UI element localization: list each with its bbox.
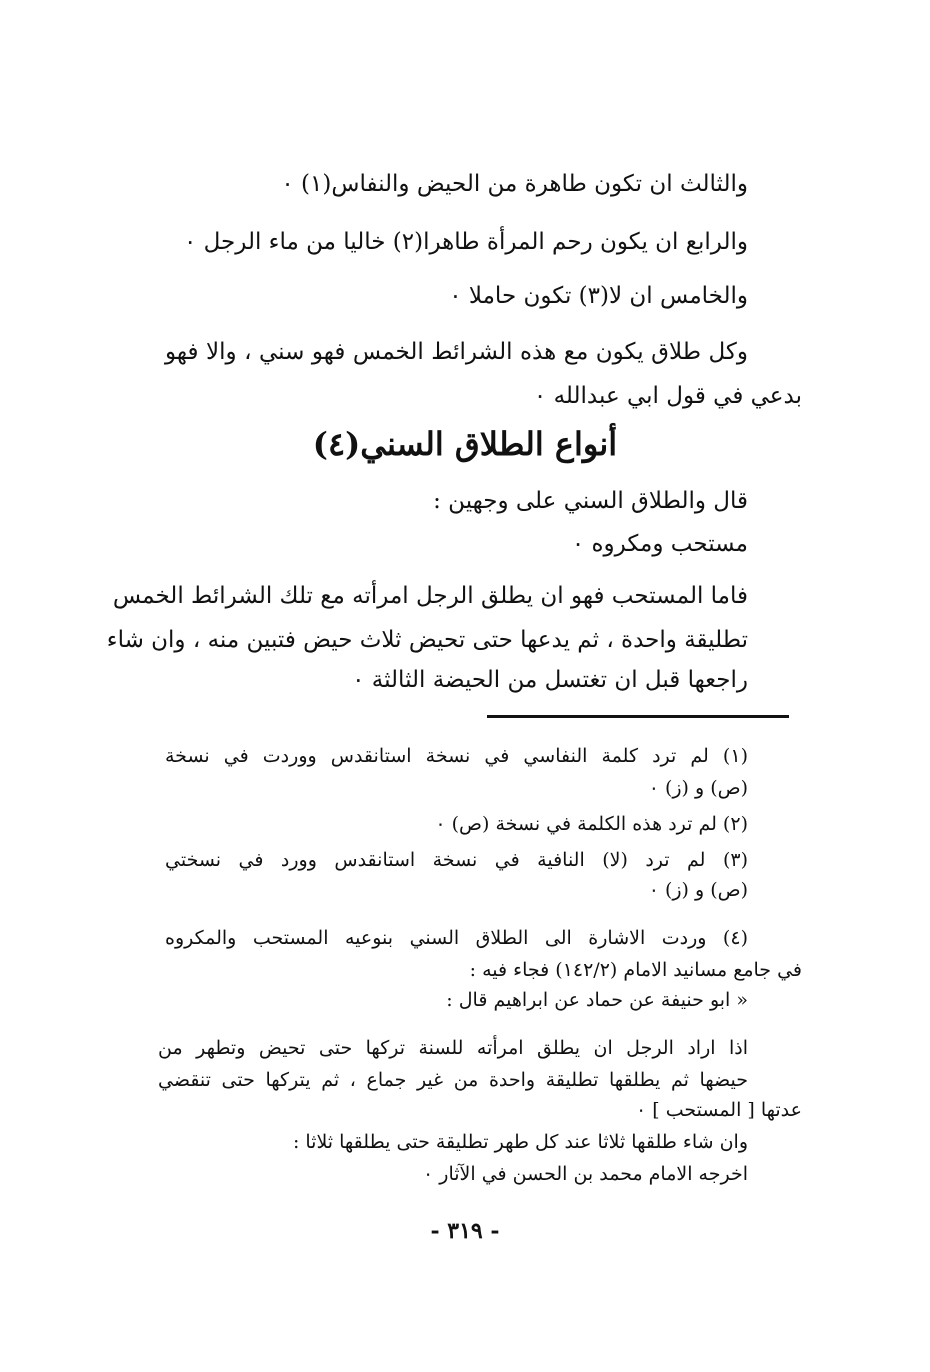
section-line-2: مستحب ومكروه ٠ xyxy=(571,531,748,557)
footnote-line-5: (ص) و (ز) ٠ xyxy=(648,879,748,901)
footnote-line-1: (١) لم ترد كلمة النفاسي في نسخة استانقدس ووردت في نسخة xyxy=(165,745,748,767)
footnote-line-8: « ابو حنيفة عن حماد عن ابراهيم قال : xyxy=(446,989,748,1011)
body-line-4: وكل طلاق يكون مع هذه الشرائط الخمس فهو سني ، والا فهو xyxy=(165,339,748,365)
footnote-line-10: حيضها ثم يطلقها تطليقة واحدة من غير جماع ، ثم يتركها حتى تنقضي xyxy=(158,1069,748,1091)
body-line-1: والثالث ان تكون طاهرة من الحيض والنفاس(١) ٠ xyxy=(281,171,748,197)
section-line-1: قال والطلاق السني على وجهين : xyxy=(433,488,748,514)
footnote-line-7: في جامع مسانيد الامام (١٤٢/٢) فجاء فيه : xyxy=(469,959,802,981)
footnote-line-2: (ص) و (ز) ٠ xyxy=(648,777,748,799)
section-line-5: راجعها قبل ان تغتسل من الحيضة الثالثة ٠ xyxy=(352,667,748,693)
body-line-5: بدعي في قول ابي عبدالله ٠ xyxy=(533,383,802,409)
footnote-line-11: عدتها [ المستحب ] ٠ xyxy=(635,1099,802,1121)
footnote-line-6: (٤) وردت الاشارة الى الطلاق السني بنوعيه المستحب والمكروه xyxy=(165,927,748,949)
footnote-line-4: (٣) لم ترد (لا) النافية في نسخة استانقدس وورد في نسختي xyxy=(165,849,748,871)
footnote-divider xyxy=(487,715,789,718)
footnote-line-9: اذا اراد الرجل ان يطلق امرأته للسنة تركها حتى تحيض وتطهر من xyxy=(158,1037,748,1059)
section-heading: أنواع الطلاق السني(٤) xyxy=(312,425,618,463)
footnote-line-12: وان شاء طلقها ثلاثا عند كل طهر تطليقة حتى يطلقها ثلاثا : xyxy=(292,1131,748,1153)
body-line-2: والرابع ان يكون رحم المرأة طاهرا(٢) خاليا من ماء الرجل ٠ xyxy=(183,229,748,255)
footnote-line-3: (٢) لم ترد هذه الكلمة في نسخة (ص) ٠ xyxy=(435,813,748,835)
body-line-3: والخامس ان لا(٣) تكون حاملا ٠ xyxy=(449,283,748,309)
section-line-4: تطليقة واحدة ، ثم يدعها حتى تحيض ثلاث حيض فتبين منه ، وان شاء xyxy=(106,627,748,653)
page-number: - ٣١٩ - xyxy=(430,1218,500,1244)
section-line-3: فاما المستحب فهو ان يطلق الرجل امرأته مع تلك الشرائط الخمس xyxy=(112,583,748,609)
footnote-line-13: اخرجه الامام محمد بن الحسن في الآثار ٠ xyxy=(423,1163,748,1185)
